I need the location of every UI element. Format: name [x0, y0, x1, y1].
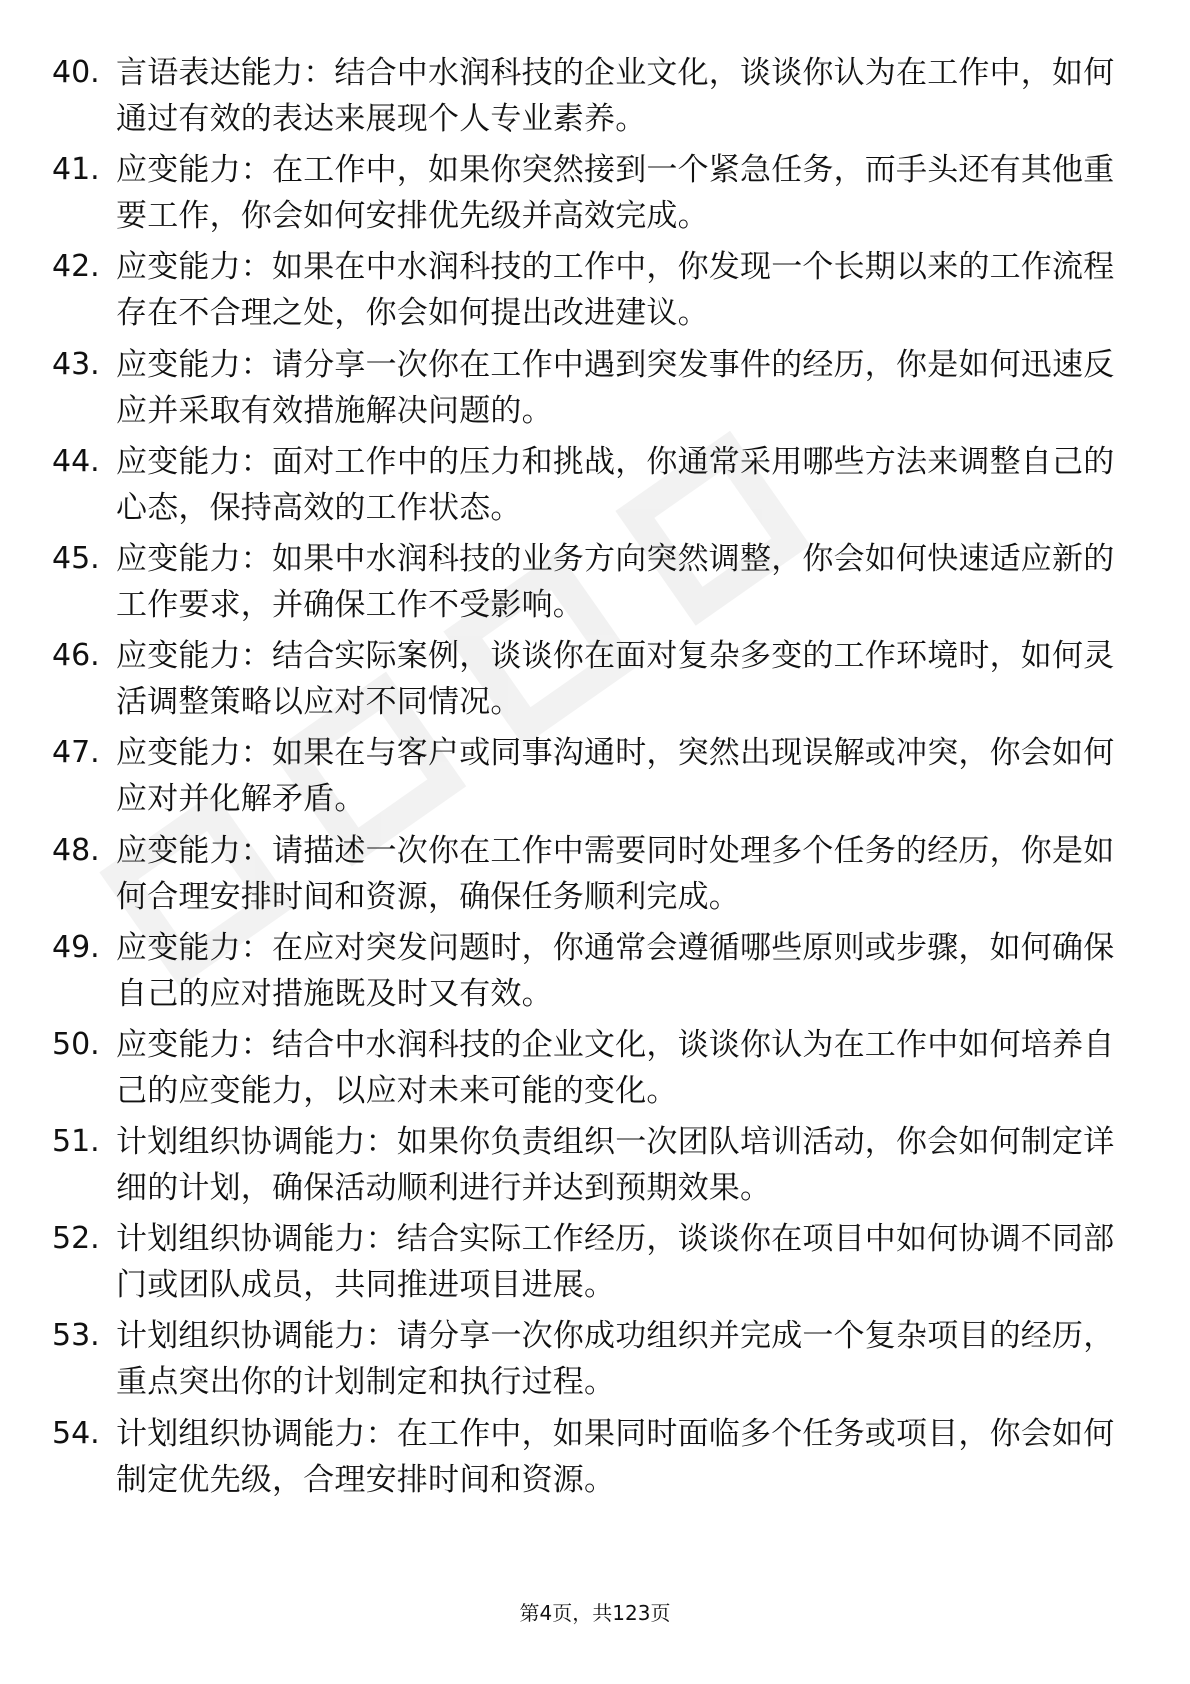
question-item — [52, 1022, 1115, 1119]
question-text: 言语表达能力：结合中水润科技的企业文化，谈谈你认为在工作中，如何通过有效的表达来展现个人专业素养。 — [116, 55, 1115, 137]
question-number: 53. — [52, 1318, 100, 1354]
question-item — [52, 147, 1115, 244]
question-item — [52, 244, 1115, 341]
question-item — [52, 439, 1115, 536]
page-number-label: 第4页，共123页 — [519, 1601, 671, 1625]
question-item — [52, 342, 1115, 439]
question-item — [52, 536, 1115, 633]
question-number: 48. — [52, 832, 100, 868]
question-text: 应变能力：如果在与客户或同事沟通时，突然出现误解或冲突，你会如何应对并化解矛盾。 — [116, 735, 1115, 818]
question-number: 46. — [52, 638, 100, 674]
question-item — [52, 925, 1115, 1022]
question-text: 应变能力：结合中水润科技的企业文化，谈谈你认为在工作中如何培养自己的应变能力，以应对未来可能的变化。 — [116, 1026, 1115, 1109]
question-number: 51. — [52, 1124, 100, 1160]
question-number: 54. — [52, 1415, 100, 1451]
question-number: 50. — [52, 1026, 100, 1062]
question-item — [52, 50, 1115, 147]
question-text: 计划组织协调能力：如果你负责组织一次团队培训活动，你会如何制定详细的计划，确保活动顺利进行并达到预期效果。 — [116, 1124, 1115, 1207]
question-number: 44. — [52, 443, 100, 479]
question-text: 应变能力：如果中水润科技的业务方向突然调整，你会如何快速适应新的工作要求，并确保工作不受影响。 — [116, 540, 1115, 623]
question-number: 49. — [52, 929, 100, 965]
question-text: 应变能力：在应对突发问题时，你通常会遵循哪些原则或步骤，如何确保自己的应对措施既及时又有效。 — [116, 929, 1115, 1012]
question-item — [52, 1313, 1115, 1410]
question-number: 42. — [52, 249, 100, 285]
question-text: 计划组织协调能力：在工作中，如果同时面临多个任务或项目，你会如何制定优先级，合理安排时间和资源。 — [116, 1415, 1115, 1498]
question-text: 应变能力：请描述一次你在工作中需要同时处理多个任务的经历，你是如何合理安排时间和资源，确保任务顺利完成。 — [116, 832, 1115, 915]
question-number: 40. — [52, 55, 100, 90]
question-text: 应变能力：在工作中，如果你突然接到一个紧急任务，而手头还有其他重要工作，你会如何安排优先级并高效完成。 — [116, 152, 1115, 235]
question-text: 计划组织协调能力：请分享一次你成功组织并完成一个复杂项目的经历，重点突出你的计划制定和执行过程。 — [116, 1318, 1115, 1401]
page-footer — [0, 1599, 1190, 1627]
question-number: 52. — [52, 1221, 100, 1257]
question-number: 47. — [52, 735, 100, 771]
question-number: 45. — [52, 540, 100, 576]
question-item — [52, 1411, 1115, 1508]
question-item — [52, 1119, 1115, 1216]
question-item — [52, 828, 1115, 925]
question-item — [52, 730, 1115, 827]
question-number: 41. — [52, 152, 100, 188]
question-text: 计划组织协调能力：结合实际工作经历，谈谈你在项目中如何协调不同部门或团队成员，共同推进项目进展。 — [116, 1221, 1115, 1304]
question-text: 应变能力：请分享一次你在工作中遇到突发事件的经历，你是如何迅速反应并采取有效措施解决问题的。 — [116, 346, 1115, 429]
question-item — [52, 633, 1115, 730]
question-item — [52, 1216, 1115, 1313]
question-list — [52, 50, 1115, 1508]
question-number: 43. — [52, 346, 100, 382]
question-text: 应变能力：如果在中水润科技的工作中，你发现一个长期以来的工作流程存在不合理之处，你会如何提出改进建议。 — [116, 249, 1115, 332]
question-text: 应变能力：结合实际案例，谈谈你在面对复杂多变的工作环境时，如何灵活调整策略以应对不同情况。 — [116, 638, 1115, 721]
question-text: 应变能力：面对工作中的压力和挑战，你通常采用哪些方法来调整自己的心态，保持高效的工作状态。 — [116, 443, 1115, 526]
